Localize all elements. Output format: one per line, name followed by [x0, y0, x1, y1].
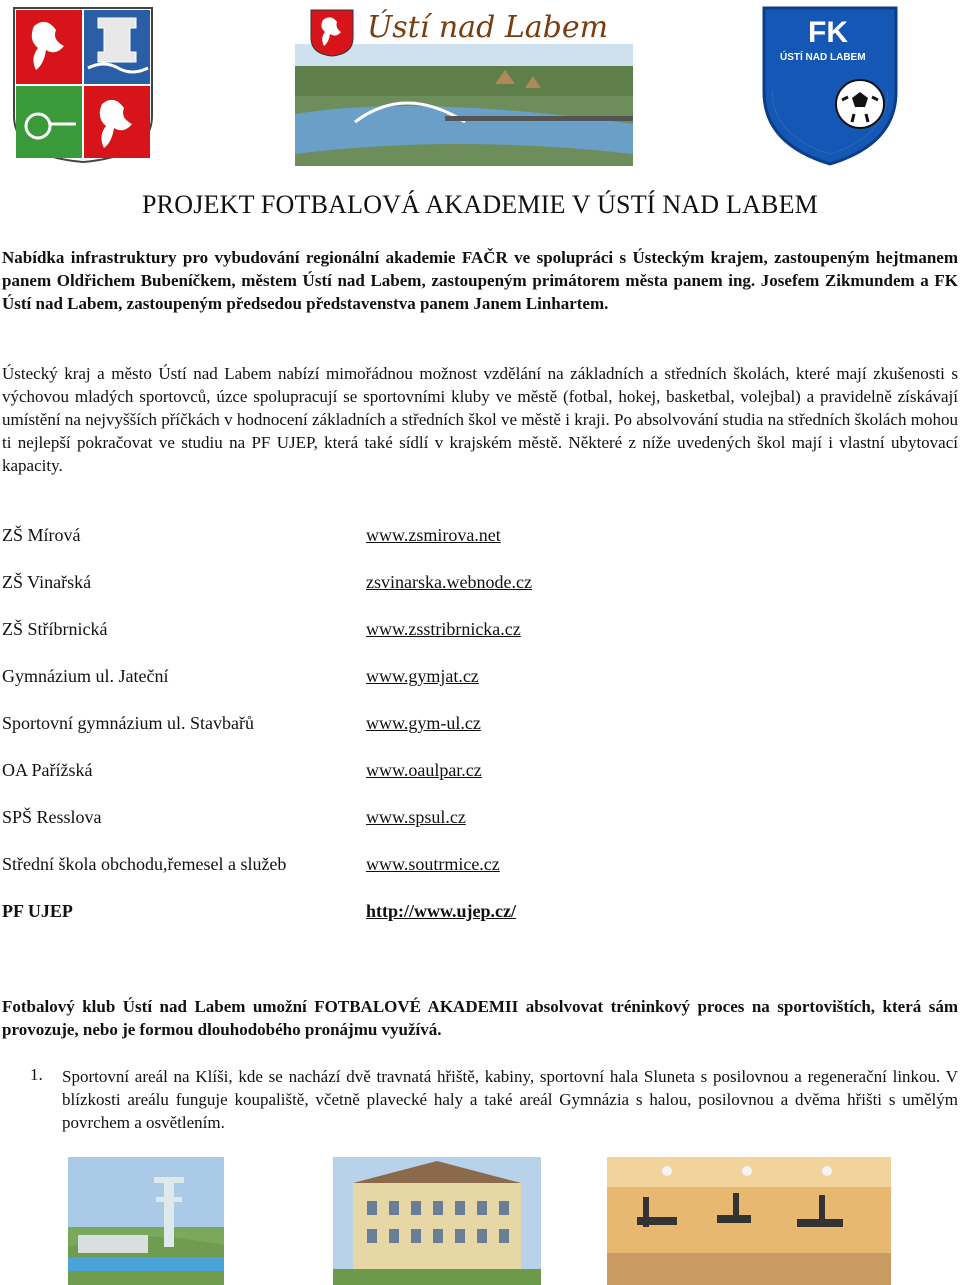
school-link[interactable]: www.soutrmice.cz	[366, 854, 500, 874]
school-link[interactable]: www.oaulpar.cz	[366, 760, 482, 780]
fk-logo-text-large: FK	[808, 16, 848, 49]
intro-bold-paragraph: Nabídka infrastruktury pro vybudování regionální akademie FAČR ve spolupráci s Ústeckým krajem, zastoupeným hejtmanem panem Oldřichem Bubeníčkem, městem Ústí nad Labem, zastoupeným primátorem města panem ing. Josefem Zikmundem a FK Ústí nad Labem, zastoupeným předsedou představenstva panem Janem Linhartem.	[2, 248, 958, 313]
city-name-script: Ústí nad Labem	[367, 10, 609, 45]
school-name: OA Pařížská	[2, 760, 93, 780]
school-name: ZŠ Mírová	[2, 525, 81, 545]
school-name: PF UJEP	[2, 901, 73, 921]
school-link[interactable]: http://www.ujep.cz/	[366, 901, 516, 921]
list-item-text: Sportovní areál na Klíši, kde se nachází dvě travnatá hřiště, kabiny, sportovní hala Sluneta s posilovnou a regenerační linkou. V blízkosti areálu funguje koupaliště, včetně plavecké haly a také areál Gymnázia s halou, posilovnou a dvěma hřišti s umělým povrchem a osvětlením.	[62, 1067, 958, 1132]
school-link[interactable]: www.gymjat.cz	[366, 666, 479, 686]
club-bold-paragraph: Fotbalový klub Ústí nad Labem umožní FOTBALOVÉ AKADEMII absolvovat tréninkový proces na sportovištích, která sám provozuje, nebo je formou dlouhodobého pronájmu využívá.	[2, 997, 958, 1039]
school-link[interactable]: www.zsmirova.net	[366, 525, 501, 545]
gymnasium-building-photo	[333, 1157, 541, 1285]
school-name: ZŠ Vinařská	[2, 572, 92, 592]
school-link[interactable]: www.gym-ul.cz	[366, 713, 481, 733]
region-coat-of-arms	[12, 6, 154, 164]
school-name: Sportovní gymnázium ul. Stavbařů	[2, 713, 254, 733]
school-link[interactable]: www.spsul.cz	[366, 807, 466, 827]
city-banner	[295, 4, 633, 166]
page-title: PROJEKT FOTBALOVÁ AKADEMIE V ÚSTÍ NAD LABEM	[142, 190, 818, 219]
school-name: ZŠ Stříbrnická	[2, 619, 108, 639]
fitness-gym-photo	[607, 1157, 891, 1285]
school-name: Střední škola obchodu,řemesel a služeb	[2, 854, 287, 874]
city-crest-icon	[309, 8, 355, 58]
school-name: SPŠ Resslova	[2, 807, 102, 827]
school-link[interactable]: zsvinarska.webnode.cz	[366, 572, 532, 592]
fk-logo-text-small: ÚSTÍ NAD LABEM	[780, 52, 866, 63]
list-number: 1.	[30, 1065, 43, 1084]
school-link[interactable]: www.zsstribrnicka.cz	[366, 619, 521, 639]
swimming-pool-photo	[68, 1157, 224, 1285]
school-name: Gymnázium ul. Jateční	[2, 666, 169, 686]
intro-paragraph: Ústecký kraj a město Ústí nad Labem nabízí mimořádnou možnost vzdělání na základních a středních školách, které mají zkušenosti s výchovou mladých sportovců, úzce spolupracují se sportovními kluby ve městě (fotbal, hokej, basketbal, volejbal) a pravidelně získávají umístění na nejvyšších příčkách v hodnocení základních a středních škol ve městě i kraji. Po absolvování studia na středních školách mohou ti nejlepší pokračovat ve studiu na PF UJEP, která také sídlí v krajském městě. Některé z níže uvedených škol mají i vlastní ubytovací kapacity.	[2, 364, 958, 475]
